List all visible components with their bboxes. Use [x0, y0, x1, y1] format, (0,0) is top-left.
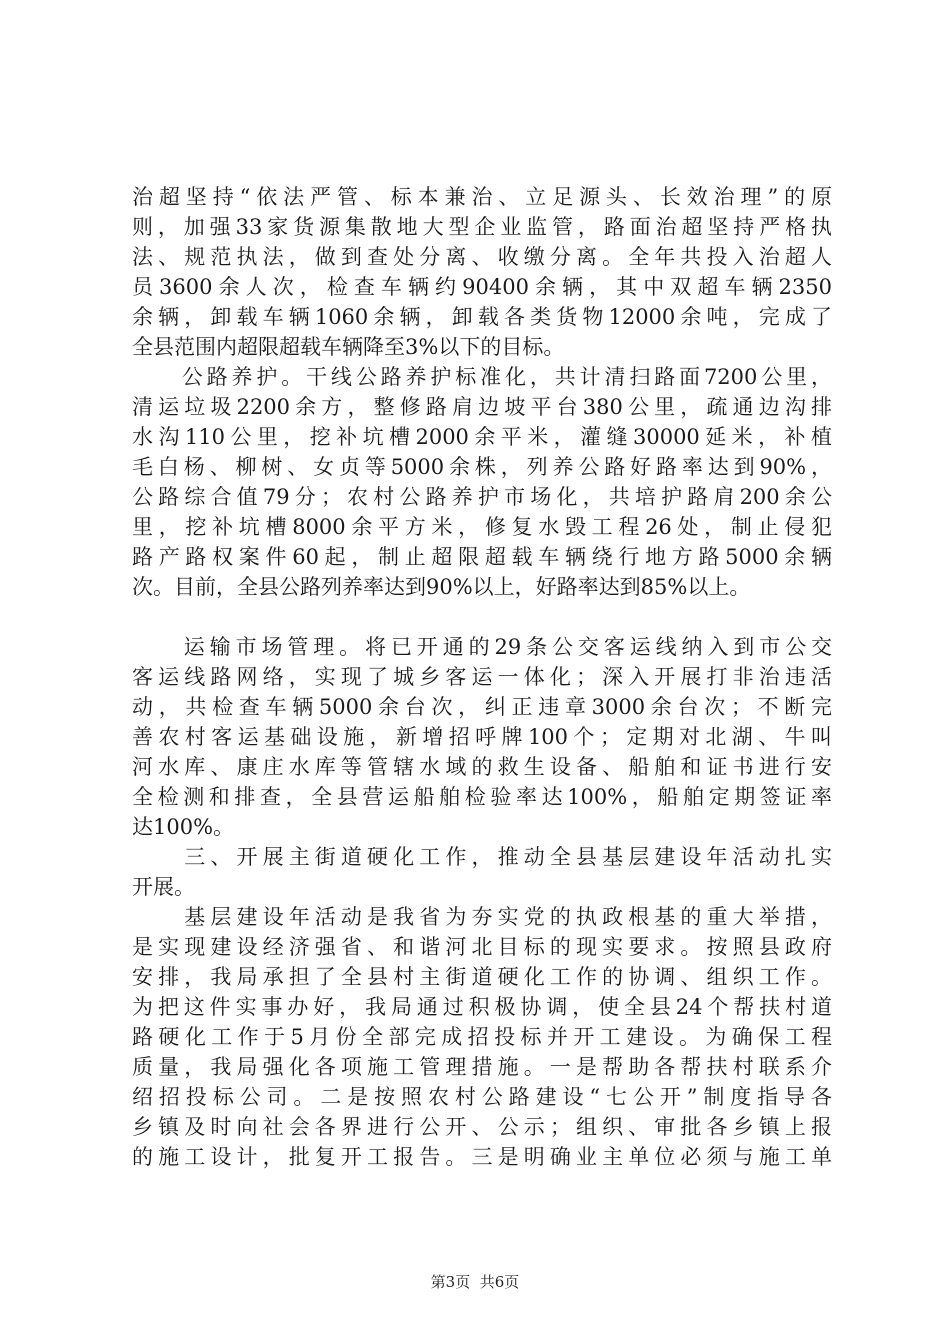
text-line: 河水库、康庄水库等管辖水域的救生设备、船舶和证书进行安	[132, 755, 832, 779]
text-line: 善农村客运基础设施，新增招呼牌100个；定期对北湖、牛叫	[132, 725, 832, 749]
page-total: 共6页	[479, 1273, 520, 1291]
text-line: 为把这件实事办好，我局通过积极协调，使全县24个帮扶村道	[132, 995, 832, 1019]
text-line: 公路综合值79分；农村公路养护市场化，共培护路肩200余公	[132, 485, 832, 509]
text-line: 清运垃圾2200余方，整修路肩边坡平台380公里，疏通边沟排	[132, 395, 832, 419]
text-line: 质量，我局强化各项施工管理措施。一是帮助各帮扶村联系介	[132, 1055, 832, 1079]
text-line: 动，共检查车辆5000余台次，纠正违章3000余台次；不断完	[132, 695, 832, 719]
text-line: 基层建设年活动是我省为夯实党的执政根基的重大举措，	[132, 905, 832, 929]
text-line: 是实现建设经济强省、和谐河北目标的现实要求。按照县政府	[132, 935, 832, 959]
text-line: 全检测和排查，全县营运船舶检验率达100%，船舶定期签证率	[132, 785, 832, 809]
text-line: 员3600余人次，检查车辆约90400余辆，其中双超车辆2350	[132, 275, 832, 299]
text-line: 安排，我局承担了全县村主街道硬化工作的协调、组织工作。	[132, 965, 832, 989]
text-line: 全县范围内超限超载车辆降至3%以下的目标。	[132, 335, 565, 359]
text-line: 三、开展主街道硬化工作，推动全县基层建设年活动扎实	[132, 845, 832, 869]
text-line: 开展。	[132, 875, 195, 899]
text-line: 余辆，卸载车辆1060余辆，卸载各类货物12000余吨，完成了	[132, 305, 832, 329]
text-line: 治超坚持“依法严管、标本兼治、立足源头、长效治理”的原	[132, 185, 832, 209]
text-line: 里，挖补坑槽8000余平方米，修复水毁工程26处，制止侵犯	[132, 515, 832, 539]
text-line: 毛白杨、柳树、女贞等5000余株，列养公路好路率达到90%，	[132, 455, 832, 479]
text-line: 达100%。	[132, 815, 235, 839]
text-line: 公路养护。干线公路养护标准化，共计清扫路面7200公里，	[132, 365, 832, 389]
text-line: 则，加强33家货源集散地大型企业监管，路面治超坚持严格执	[132, 215, 832, 239]
text-line: 法、规范执法，做到查处分离、收缴分离。全年共投入治超人	[132, 245, 832, 269]
text-line: 绍招投标公司。二是按照农村公路建设“七公开”制度指导各	[132, 1085, 832, 1109]
page-footer	[0, 1272, 950, 1292]
text-line: 的施工设计，批复开工报告。三是明确业主单位必须与施工单	[132, 1145, 832, 1169]
text-line: 次。目前，全县公路列养率达到90%以上，好路率达到85%以上。	[132, 575, 751, 599]
text-line: 乡镇及时向社会各界进行公开、公示；组织、审批各乡镇上报	[132, 1115, 832, 1139]
text-line: 客运线路网络，实现了城乡客运一体化；深入开展打非治违活	[132, 665, 832, 689]
page-number: 第3页	[430, 1273, 471, 1291]
text-line: 运输市场管理。将已开通的29条公交客运线纳入到市公交	[132, 635, 832, 659]
text-line: 路硬化工作于5月份全部完成招投标并开工建设。为确保工程	[132, 1025, 832, 1049]
text-line: 水沟110公里，挖补坑槽2000余平米，灌缝30000延米，补植	[132, 425, 832, 449]
text-line: 路产路权案件60起，制止超限超载车辆绕行地方路5000余辆	[132, 545, 832, 569]
